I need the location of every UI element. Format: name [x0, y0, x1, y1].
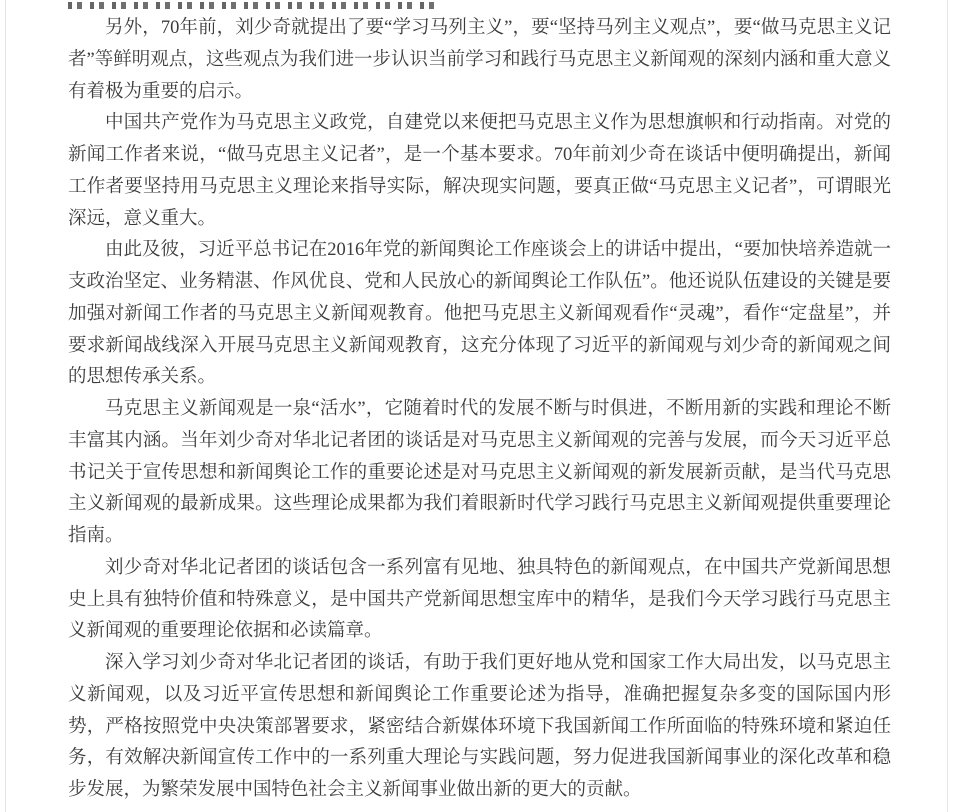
article-paragraph: 中国共产党作为马克思主义政党，自建党以来便把马克思主义作为思想旗帜和行动指南。对党的新闻工作者来说，“做马克思主义记者”，是一个基本要求。70年前刘少奇在谈话中便明确提出，新闻工作者要坚持用马克思主义理论来指导实际，解决现实问题，要真正做“马克思主义记者”，可谓眼光深远，意义重大。 [68, 113, 891, 229]
clipped-text-line [68, 2, 434, 9]
article-paragraph: 深入学习刘少奇对华北记者团的谈话，有助于我们更好地从党和国家工作大局出发，以马克思主义新闻观，以及习近平宣传思想和新闻舆论工作重要论述为指导，准确把握复杂多变的国际国内形势，严格按照党中央决策部署要求，紧密结合新媒体环境下我国新闻工作所面临的特殊环境和紧迫任务，有效解决新闻宣传工作中的一系列重大理论与实践问题，努力促进我国新闻事业的深化改革和稳步发展，为繁荣发展中国特色社会主义新闻事业做出新的更大的贡献。 [68, 653, 891, 800]
document-page [5, 0, 948, 812]
article-paragraph: 刘少奇对华北记者团的谈话包含一系列富有见地、独具特色的新闻观点，在中国共产党新闻思想史上具有独特价值和特殊意义，是中国共产党新闻思想宝库中的精华，是我们今天学习践行马克思主义新闻观的重要理论依据和必读篇章。 [68, 557, 891, 642]
article-paragraph: 由此及彼，习近平总书记在2016年党的新闻舆论工作座谈会上的讲话中提出，“要加快培养造就一支政治坚定、业务精湛、作风优良、党和人民放心的新闻舆论工作队伍”。他还说队伍建设的关键是要加强对新闻工作者的马克思主义新闻观教育。他把马克思主义新闻观看作“灵魂”，看作“定盘星”，并要求新闻战线深入开展马克思主义新闻观教育，这充分体现了习近平的新闻观与刘少奇的新闻观之间的思想传承关系。 [68, 240, 891, 388]
article-paragraph: 另外，70年前，刘少奇就提出了要“学习马列主义”，要“坚持马列主义观点”，要“做马克思主义记者”等鲜明观点，这些观点为我们进一步认识当前学习和践行马克思主义新闻观的深刻内涵和重大意义有着极为重要的启示。 [68, 18, 891, 102]
article-paragraph: 马克思主义新闻观是一泉“活水”，它随着时代的发展不断与时俱进，不断用新的实践和理论不断丰富其内涵。当年刘少奇对华北记者团的谈话是对马克思主义新闻观的完善与发展，而今天习近平总书记关于宣传思想和新闻舆论工作的重要论述是对马克思主义新闻观的新发展新贡献，是当代马克思主义新闻观的最新成果。这些理论成果都为我们着眼新时代学习践行马克思主义新闻观提供重要理论指南。 [68, 399, 891, 546]
article-body [6, 0, 947, 807]
